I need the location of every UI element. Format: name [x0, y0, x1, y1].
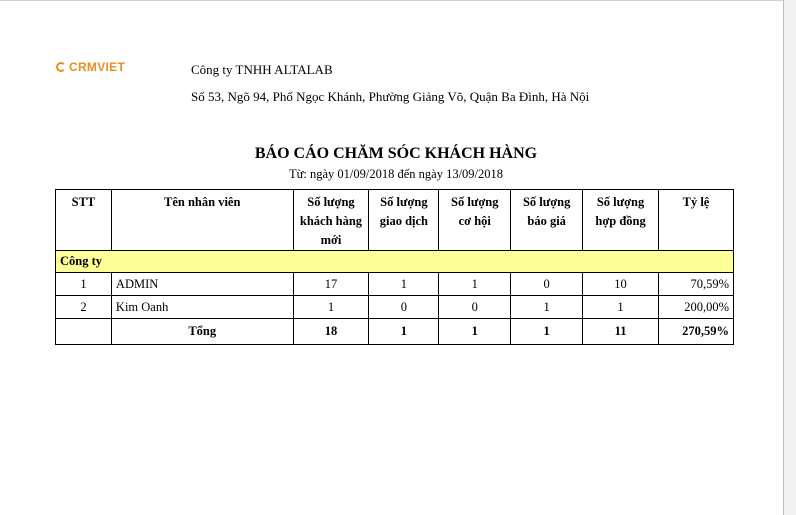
cell-contracts: 1: [583, 296, 659, 319]
cell-stt: 2: [56, 296, 112, 319]
cell-contracts: 10: [583, 273, 659, 296]
header-line: báo giá: [527, 214, 566, 228]
header-line: Số lượng: [451, 195, 499, 209]
cell-new-customers: 1: [293, 296, 369, 319]
header-line: Số lượng: [596, 195, 645, 209]
header-contracts: [583, 190, 659, 251]
header-line: Số lượng: [522, 195, 571, 209]
cell-employee-name: ADMIN: [111, 273, 293, 296]
header-line: mới: [320, 233, 342, 247]
header-opportunities: [439, 190, 511, 251]
page-top-border: [0, 0, 783, 1]
header-line: hợp đồng: [595, 214, 646, 228]
cell-employee-name: Kim Oanh: [111, 296, 293, 319]
company-logo: [56, 60, 125, 74]
total-new-customers: 18: [293, 319, 369, 345]
viewer-right-edge: [783, 0, 796, 515]
company-address: Số 53, Ngõ 94, Phố Ngọc Khánh, Phường Giảng Võ, Quận Ba Đình, Hà Nội: [191, 89, 590, 104]
total-ratio: 270,59%: [659, 319, 734, 345]
crmviet-logo-icon: [56, 62, 66, 72]
group-label: Công ty: [56, 251, 734, 273]
group-row-company: [56, 251, 734, 273]
cell-quotes: 0: [511, 273, 583, 296]
cell-stt: 1: [56, 273, 112, 296]
cell-transactions: 1: [369, 273, 439, 296]
cell-ratio: 70,59%: [659, 273, 734, 296]
cell-quotes: 1: [511, 296, 583, 319]
table-row: [56, 296, 734, 319]
report-date-range: Từ: ngày 01/09/2018 đến ngày 13/09/2018: [288, 167, 504, 181]
total-transactions: 1: [369, 319, 439, 345]
cell-opportunities: 1: [439, 273, 511, 296]
report-table: [55, 189, 734, 345]
total-quotes: 1: [511, 319, 583, 345]
total-label: Tổng: [111, 319, 293, 345]
header-line: Số lượng: [380, 195, 428, 209]
cell-opportunities: 0: [439, 296, 511, 319]
report-title: BÁO CÁO CHĂM SÓC KHÁCH HÀNG: [254, 145, 538, 162]
header-stt: STT: [56, 190, 112, 251]
logo-text: CRMVIET: [69, 60, 126, 74]
cell-ratio: 200,00%: [659, 296, 734, 319]
header-quotes: [511, 190, 583, 251]
header-new-customers: [293, 190, 369, 251]
header-transactions: [369, 190, 439, 251]
cell-new-customers: 17: [293, 273, 369, 296]
total-row: [56, 319, 734, 345]
table-header-row: [56, 190, 734, 251]
header-line: cơ hội: [458, 214, 491, 228]
header-line: giao dịch: [379, 214, 429, 228]
total-opportunities: 1: [439, 319, 511, 345]
table-row: [56, 273, 734, 296]
header-line: khách hàng: [299, 214, 363, 228]
header-line: Số lượng: [307, 195, 355, 209]
cell-empty: [56, 319, 112, 345]
company-name: Công ty TNHH ALTALAB: [191, 62, 333, 77]
cell-transactions: 0: [369, 296, 439, 319]
header-ratio: Tỷ lệ: [659, 190, 734, 251]
total-contracts: 11: [583, 319, 659, 345]
header-employee-name: Tên nhân viên: [111, 190, 293, 251]
